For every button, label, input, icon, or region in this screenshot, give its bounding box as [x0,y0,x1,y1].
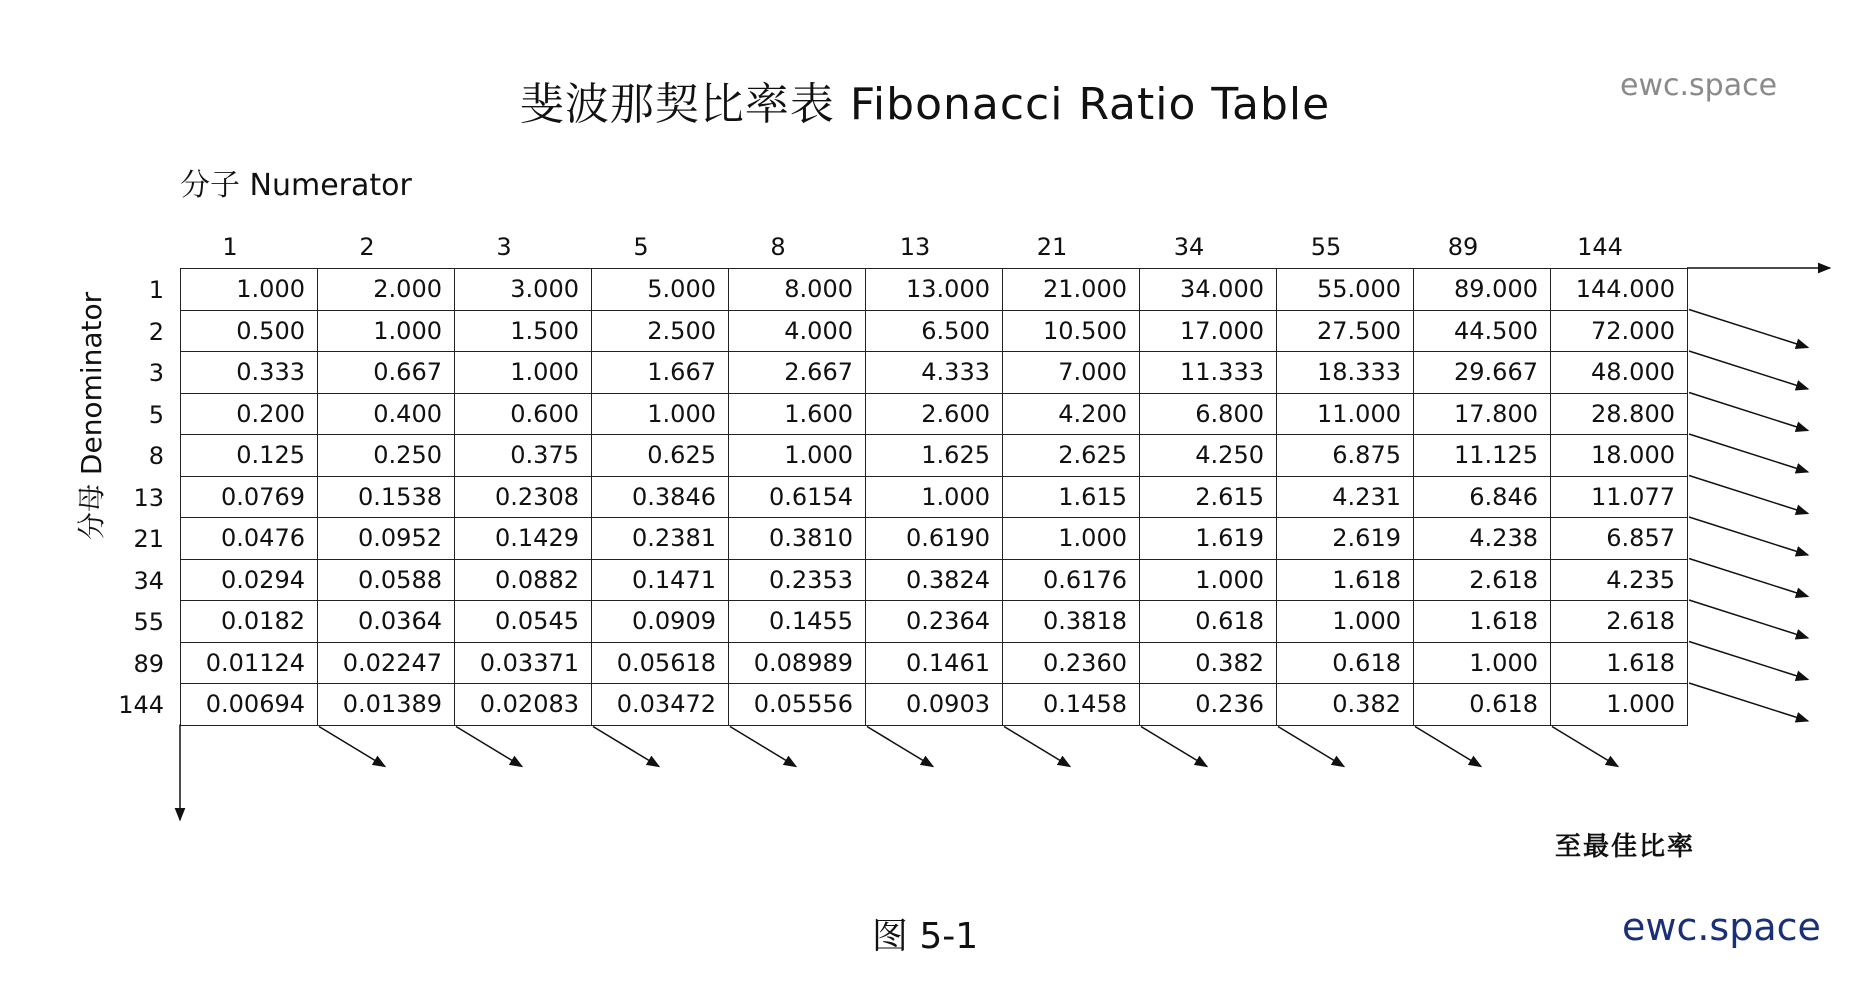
row-header: 2 [148,317,164,346]
ratio-cell: 0.500 [181,310,318,352]
ratio-cell: 13.000 [866,269,1003,311]
ratio-cell: 0.2353 [729,559,866,601]
ratio-cell: 0.1458 [1003,684,1140,726]
ratio-cell: 0.6154 [729,476,866,518]
ratio-cell: 0.0769 [181,476,318,518]
numerator-axis-label: 分子 Numerator [180,168,412,203]
watermark-bottom: ewc.space [1622,905,1821,949]
ratio-cell: 6.846 [1414,476,1551,518]
ratio-cell: 0.200 [181,393,318,435]
best-ratio-arrow [1004,727,1070,767]
ratio-cell: 55.000 [1277,269,1414,311]
ratio-cell: 0.375 [455,435,592,477]
row-header: 89 [133,649,164,678]
ratio-cell: 0.1429 [455,518,592,560]
ratio-cell: 29.667 [1414,352,1551,394]
ratio-cell: 1.000 [181,269,318,311]
ratio-cell: 6.500 [866,310,1003,352]
best-ratio-arrow [1689,351,1808,389]
ratio-cell: 2.618 [1551,601,1688,643]
ratio-cell: 0.3846 [592,476,729,518]
ratio-cell: 17.800 [1414,393,1551,435]
best-ratio-arrow [1689,683,1808,721]
ratio-cell: 11.125 [1414,435,1551,477]
ratio-cell: 0.6190 [866,518,1003,560]
ratio-cell: 0.1471 [592,559,729,601]
ratio-cell: 4.200 [1003,393,1140,435]
best-ratio-arrow [1689,600,1808,638]
ratio-cell: 10.500 [1003,310,1140,352]
ratio-cell: 2.667 [729,352,866,394]
best-ratio-arrow [1689,434,1808,472]
ratio-cell: 1.000 [592,393,729,435]
ratio-cell: 0.03371 [455,642,592,684]
ratio-cell: 0.0545 [455,601,592,643]
best-ratio-arrow [1689,517,1808,555]
ratio-cell: 2.619 [1277,518,1414,560]
ratio-cell: 34.000 [1140,269,1277,311]
ratio-cell: 2.615 [1140,476,1277,518]
ratio-cell: 8.000 [729,269,866,311]
column-header: 144 [1577,233,1623,261]
ratio-cell: 72.000 [1551,310,1688,352]
ratio-cell: 1.618 [1277,559,1414,601]
best-ratio-arrow [730,727,796,767]
column-header: 1 [222,233,238,261]
ratio-cell: 7.000 [1003,352,1140,394]
ratio-cell: 1.500 [455,310,592,352]
row-header: 34 [133,566,164,595]
ratio-cell: 6.857 [1551,518,1688,560]
ratio-cell: 1.619 [1140,518,1277,560]
ratio-cell: 1.000 [1551,684,1688,726]
ratio-cell: 0.0364 [318,601,455,643]
ratio-cell: 1.618 [1414,601,1551,643]
ratio-cell: 4.000 [729,310,866,352]
ratio-cell: 1.000 [866,476,1003,518]
best-ratio-arrow [1689,559,1808,597]
ratio-cell: 48.000 [1551,352,1688,394]
row-header: 144 [118,691,164,719]
ratio-cell: 0.625 [592,435,729,477]
best-ratio-arrow [1141,727,1207,767]
ratio-cell: 0.3818 [1003,601,1140,643]
column-header: 89 [1447,233,1479,261]
ratio-cell: 2.000 [318,269,455,311]
ratio-cell: 0.125 [181,435,318,477]
ratio-cell: 0.2364 [866,601,1003,643]
column-header: 3 [496,233,512,261]
row-header: 3 [148,359,164,387]
ratio-cell: 21.000 [1003,269,1140,311]
ratio-cell: 0.1461 [866,642,1003,684]
ratio-cell: 1.625 [866,435,1003,477]
ratio-cell: 0.02083 [455,684,592,726]
ratio-cell: 4.235 [1551,559,1688,601]
ratio-cell: 0.01389 [318,684,455,726]
best-ratio-arrow [1689,476,1808,514]
ratio-cell: 44.500 [1414,310,1551,352]
row-header: 5 [148,400,164,429]
ratio-cell: 0.05556 [729,684,866,726]
ratio-cell: 4.333 [866,352,1003,394]
ratio-cell: 0.3824 [866,559,1003,601]
column-header: 13 [899,233,931,261]
ratio-cell: 0.0182 [181,601,318,643]
ratio-cell: 0.618 [1277,642,1414,684]
ratio-cell: 27.500 [1277,310,1414,352]
column-header: 21 [1036,233,1068,261]
ratio-cell: 0.0294 [181,559,318,601]
row-header: 21 [133,525,164,553]
ratio-cell: 0.382 [1277,684,1414,726]
ratio-cell: 1.000 [455,352,592,394]
ratio-cell: 0.0909 [592,601,729,643]
row-header: 8 [148,442,164,470]
ratio-cell: 0.1455 [729,601,866,643]
ratio-cell: 0.08989 [729,642,866,684]
ratio-cell: 4.238 [1414,518,1551,560]
ratio-cell: 0.0588 [318,559,455,601]
ratio-cell: 0.2381 [592,518,729,560]
best-ratio-arrow [593,727,659,767]
best-ratio-arrow [1689,310,1808,348]
ratio-cell: 0.0952 [318,518,455,560]
row-header: 13 [133,483,164,512]
column-header: 55 [1310,233,1342,261]
ratio-cell: 1.000 [318,310,455,352]
ratio-cell: 0.05618 [592,642,729,684]
ratio-cell: 0.2308 [455,476,592,518]
ratio-cell: 0.0903 [866,684,1003,726]
ratio-cell: 1.615 [1003,476,1140,518]
ratio-cell: 0.618 [1414,684,1551,726]
ratio-cell: 28.800 [1551,393,1688,435]
watermark-top: ewc.space [1620,68,1778,103]
column-header: 8 [770,233,786,261]
ratio-cell: 1.000 [1140,559,1277,601]
ratio-cell: 18.000 [1551,435,1688,477]
ratio-cell: 0.3810 [729,518,866,560]
ratio-cell: 0.600 [455,393,592,435]
ratio-cell: 5.000 [592,269,729,311]
page-title: 斐波那契比率表 Fibonacci Ratio Table [519,79,1331,130]
ratio-cell: 11.333 [1140,352,1277,394]
ratio-cell: 89.000 [1414,269,1551,311]
best-ratio-arrow [1689,642,1808,680]
ratio-cell: 2.600 [866,393,1003,435]
best-ratio-arrow [867,727,933,767]
ratio-cell: 0.236 [1140,684,1277,726]
ratio-cell: 1.000 [1414,642,1551,684]
ratio-cell: 17.000 [1140,310,1277,352]
best-ratio-arrow [1415,727,1481,767]
ratio-cell: 0.382 [1140,642,1277,684]
ratio-cell: 6.875 [1277,435,1414,477]
ratio-cell: 2.625 [1003,435,1140,477]
best-ratio-arrow [1689,393,1808,431]
ratio-cell: 0.400 [318,393,455,435]
ratio-cell: 2.500 [592,310,729,352]
ratio-cell: 0.00694 [181,684,318,726]
ratio-cell: 0.250 [318,435,455,477]
ratio-cell: 1.600 [729,393,866,435]
ratio-cell: 0.02247 [318,642,455,684]
best-ratio-label: 至最佳比率 [1555,832,1696,862]
best-ratio-arrow [1278,727,1344,767]
ratio-cell: 4.250 [1140,435,1277,477]
ratio-cell: 0.6176 [1003,559,1140,601]
ratio-cell: 11.077 [1551,476,1688,518]
ratio-cell: 144.000 [1551,269,1688,311]
column-header: 34 [1173,233,1205,261]
ratio-cell: 1.667 [592,352,729,394]
best-ratio-arrow [456,727,522,767]
ratio-cell: 2.618 [1414,559,1551,601]
ratio-cell: 1.000 [729,435,866,477]
ratio-cell: 6.800 [1140,393,1277,435]
ratio-cell: 0.667 [318,352,455,394]
ratio-cell: 1.000 [1003,518,1140,560]
figure-label: 图 5-1 [871,916,979,957]
ratio-cell: 0.333 [181,352,318,394]
ratio-cell: 0.618 [1140,601,1277,643]
best-ratio-arrow [1552,727,1618,767]
ratio-cell: 4.231 [1277,476,1414,518]
ratio-cell: 3.000 [455,269,592,311]
column-header: 5 [633,233,649,261]
best-ratio-arrow [319,727,385,767]
ratio-cell: 0.2360 [1003,642,1140,684]
ratio-cell: 0.1538 [318,476,455,518]
row-header: 1 [148,276,164,304]
ratio-cell: 18.333 [1277,352,1414,394]
row-header: 55 [133,608,164,636]
ratio-cell: 1.618 [1551,642,1688,684]
ratio-cell: 11.000 [1277,393,1414,435]
ratio-cell: 0.01124 [181,642,318,684]
ratio-cell: 0.03472 [592,684,729,726]
ratio-cell: 0.0476 [181,518,318,560]
ratio-cell: 0.0882 [455,559,592,601]
ratio-cell: 1.000 [1277,601,1414,643]
column-header: 2 [359,233,375,261]
denominator-axis-label: 分母 Denominator [75,291,108,540]
